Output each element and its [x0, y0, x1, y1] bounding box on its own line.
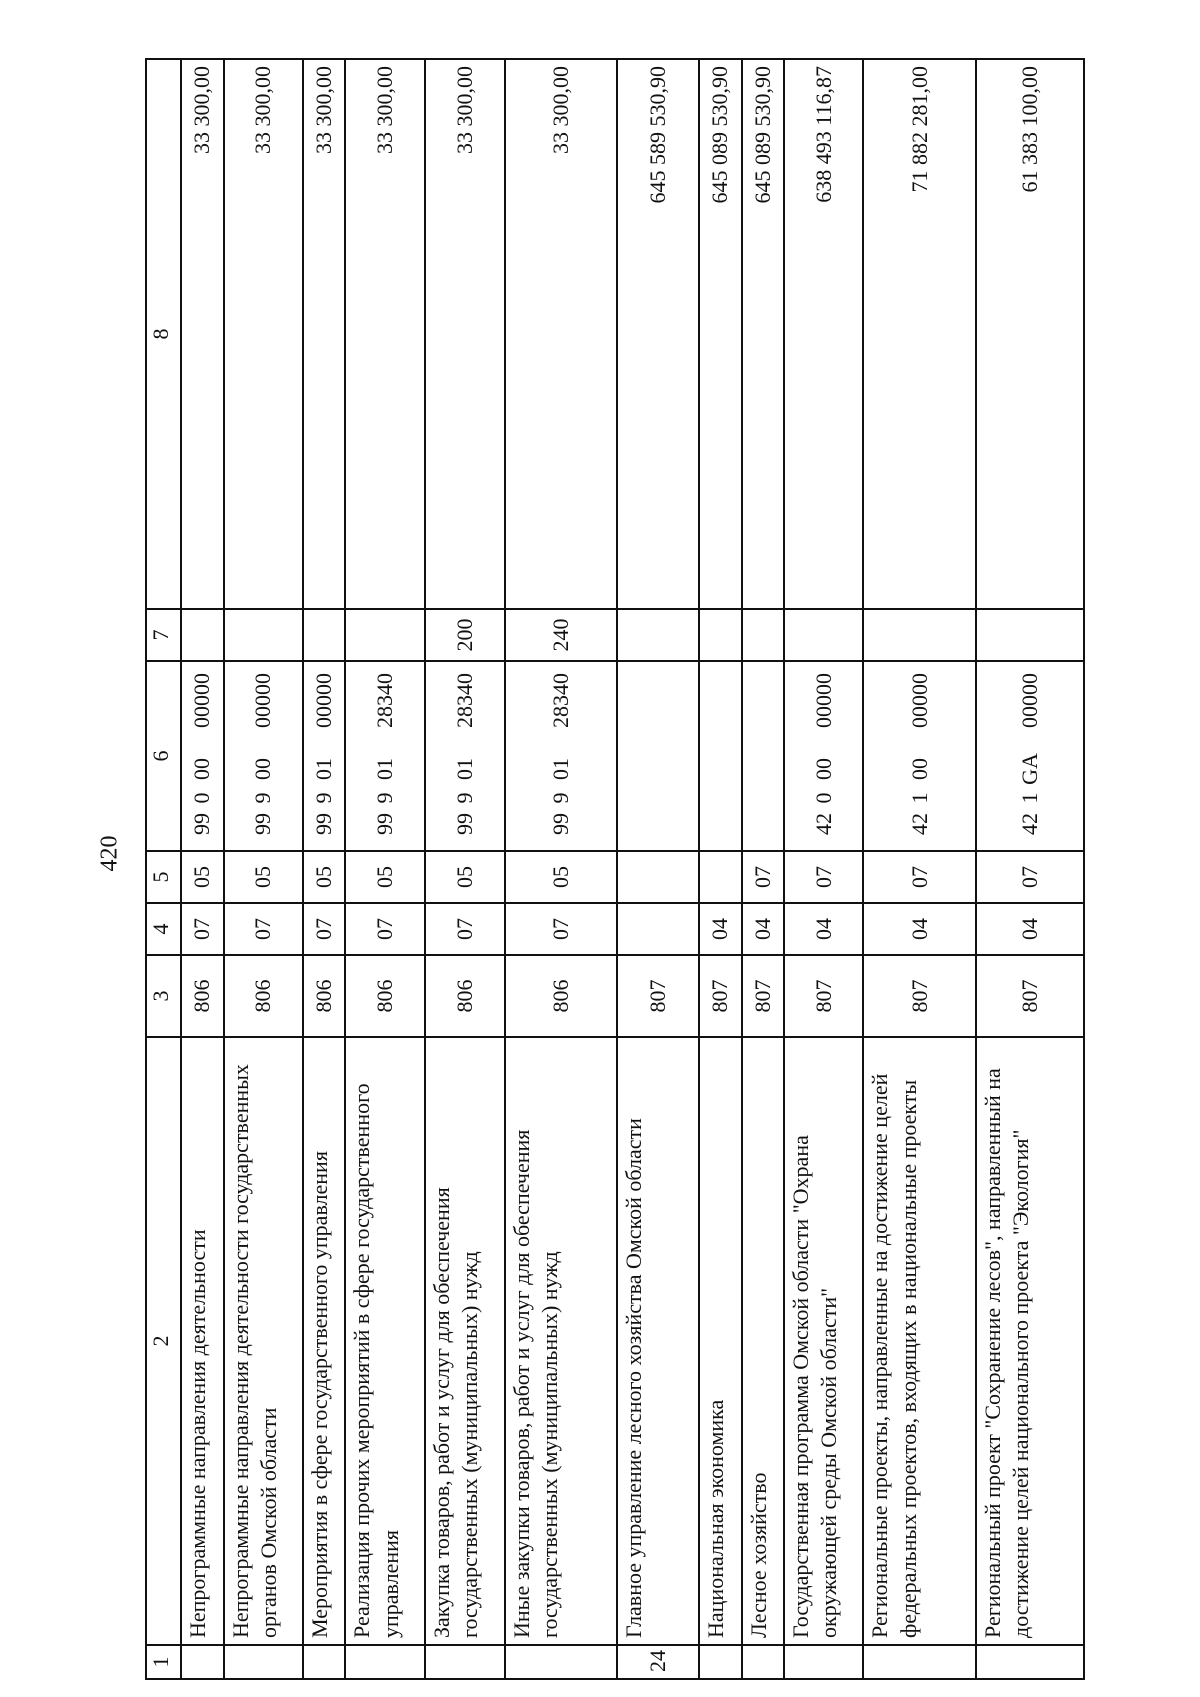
- target-article-part: 0: [189, 792, 215, 804]
- row-amount: 33 300,00: [505, 59, 618, 609]
- row-name: Главное управление лесного хозяйства Омской области: [617, 1037, 699, 1645]
- row-section: [617, 903, 699, 955]
- row-target-article: [784, 661, 864, 851]
- row-index: [699, 1645, 741, 1679]
- target-article-part: 28340: [451, 673, 477, 728]
- row-target-article: [224, 661, 304, 851]
- row-subsection: 05: [224, 851, 304, 903]
- row-subsection: [617, 851, 699, 903]
- row-expense-type: [303, 609, 345, 661]
- row-expense-type: [224, 609, 304, 661]
- row-index: [784, 1645, 864, 1679]
- header-cell-5: 5: [146, 851, 181, 903]
- header-cell-8: 8: [146, 59, 181, 609]
- row-subsection: 05: [505, 851, 618, 903]
- row-amount: 645 589 530,90: [617, 59, 699, 609]
- target-article-part: 28340: [372, 673, 398, 728]
- row-target-article: [425, 661, 505, 851]
- target-article-part: 00000: [311, 673, 337, 728]
- row-subsection: 07: [784, 851, 864, 903]
- target-article-part: 9: [250, 792, 276, 804]
- row-section: 07: [425, 903, 505, 955]
- row-subsection: 07: [863, 851, 976, 903]
- row-amount: 71 882 281,00: [863, 59, 976, 609]
- row-expense-type: [976, 609, 1084, 661]
- header-row: [146, 59, 181, 1679]
- row-index: [303, 1645, 345, 1679]
- row-index: [976, 1645, 1084, 1679]
- row-section: 04: [742, 903, 784, 955]
- row-section: 07: [345, 903, 425, 955]
- row-name: Непрограммные направления деятельности: [181, 1037, 223, 1645]
- target-article-part: 42: [810, 813, 836, 835]
- row-admin-code: 807: [784, 955, 864, 1037]
- row-expense-type: [863, 609, 976, 661]
- row-section: 07: [181, 903, 223, 955]
- header-cell-6: 6: [146, 661, 181, 851]
- target-article-part: 9: [451, 792, 477, 804]
- budget-table: [145, 58, 1085, 1680]
- row-name: Национальная экономика: [699, 1037, 741, 1645]
- row-section: 04: [784, 903, 864, 955]
- row-section: 04: [699, 903, 741, 955]
- header-cell-4: 4: [146, 903, 181, 955]
- target-article-part: 01: [372, 758, 398, 780]
- row-index: [425, 1645, 505, 1679]
- row-subsection: 07: [742, 851, 784, 903]
- target-article-part: 0: [810, 792, 836, 804]
- row-name: Региональные проекты, направленные на достижение целей федеральных проектов, входящих в национальные проекты: [863, 1037, 976, 1645]
- target-article-part: 99: [311, 813, 337, 835]
- row-admin-code: 806: [345, 955, 425, 1037]
- row-name: Государственная программа Омской области "Охрана окружающей среды Омской области": [784, 1037, 864, 1645]
- table-row: [617, 59, 699, 1679]
- target-article-part: 01: [311, 758, 337, 780]
- row-admin-code: 807: [976, 955, 1084, 1037]
- row-target-article: [742, 661, 784, 851]
- row-name: Мероприятия в сфере государственного управления: [303, 1037, 345, 1645]
- table-row: [863, 59, 976, 1679]
- target-article-part: GA: [1016, 753, 1042, 785]
- row-target-article: [863, 661, 976, 851]
- table-row: [181, 59, 223, 1679]
- row-expense-type: [181, 609, 223, 661]
- target-article-part: 00000: [1016, 673, 1042, 728]
- row-amount: 33 300,00: [425, 59, 505, 609]
- row-index: [505, 1645, 618, 1679]
- target-article-part: 9: [372, 792, 398, 804]
- target-article-part: 99: [250, 813, 276, 835]
- target-article-part: 00: [250, 758, 276, 780]
- row-subsection: 05: [181, 851, 223, 903]
- header-cell-7: 7: [146, 609, 181, 661]
- row-amount: 638 493 116,87: [784, 59, 864, 609]
- table-body: [146, 59, 1084, 1679]
- row-section: 07: [505, 903, 618, 955]
- row-admin-code: 807: [699, 955, 741, 1037]
- target-article-part: 00: [906, 758, 932, 780]
- table-row: [224, 59, 304, 1679]
- table-row: [345, 59, 425, 1679]
- row-admin-code: 806: [224, 955, 304, 1037]
- target-article-part: 00000: [906, 673, 932, 728]
- target-article-part: 99: [372, 813, 398, 835]
- target-article-part: 42: [906, 813, 932, 835]
- row-section: 04: [976, 903, 1084, 955]
- row-expense-type: 200: [425, 609, 505, 661]
- row-section: 04: [863, 903, 976, 955]
- row-target-article: [617, 661, 699, 851]
- row-subsection: 05: [303, 851, 345, 903]
- table-row: [505, 59, 618, 1679]
- target-article-part: 00000: [810, 673, 836, 728]
- row-admin-code: 806: [425, 955, 505, 1037]
- table-row: [425, 59, 505, 1679]
- row-target-article: [303, 661, 345, 851]
- row-index: [345, 1645, 425, 1679]
- row-expense-type: [345, 609, 425, 661]
- table-row: [303, 59, 345, 1679]
- row-amount: 645 089 530,90: [742, 59, 784, 609]
- row-name: Лесное хозяйство: [742, 1037, 784, 1645]
- target-article-part: 9: [548, 792, 574, 804]
- target-article-part: 1: [906, 792, 932, 804]
- row-amount: 33 300,00: [224, 59, 304, 609]
- row-subsection: [699, 851, 741, 903]
- row-name: Реализация прочих мероприятий в сфере государственного управления: [345, 1037, 425, 1645]
- row-subsection: 05: [345, 851, 425, 903]
- table-row: [784, 59, 864, 1679]
- row-amount: 645 089 530,90: [699, 59, 741, 609]
- target-article-part: 00000: [250, 673, 276, 728]
- row-subsection: 07: [976, 851, 1084, 903]
- target-article-part: 99: [548, 813, 574, 835]
- table-row: [976, 59, 1084, 1679]
- target-article-part: 99: [189, 813, 215, 835]
- row-name: Региональный проект "Сохранение лесов", направленный на достижение целей национального проекта "Экология": [976, 1037, 1084, 1645]
- row-target-article: [699, 661, 741, 851]
- target-article-part: 99: [451, 813, 477, 835]
- target-article-part: 1: [1016, 792, 1042, 804]
- row-section: 07: [224, 903, 304, 955]
- target-article-part: 00: [810, 758, 836, 780]
- row-target-article: [181, 661, 223, 851]
- target-article-part: 00000: [189, 673, 215, 728]
- row-index: 24: [617, 1645, 699, 1679]
- target-article-part: 01: [548, 758, 574, 780]
- row-admin-code: 806: [181, 955, 223, 1037]
- row-index: [224, 1645, 304, 1679]
- row-name: Непрограммные направления деятельности государственных органов Омской области: [224, 1037, 304, 1645]
- target-article-part: 9: [311, 792, 337, 804]
- row-admin-code: 806: [303, 955, 345, 1037]
- row-amount: 33 300,00: [345, 59, 425, 609]
- row-index: [181, 1645, 223, 1679]
- rotated-table-wrapper: [145, 60, 1085, 1680]
- row-subsection: 05: [425, 851, 505, 903]
- row-expense-type: 240: [505, 609, 618, 661]
- row-admin-code: 807: [617, 955, 699, 1037]
- target-article-part: 28340: [548, 673, 574, 728]
- row-target-article: [345, 661, 425, 851]
- header-cell-3: 3: [146, 955, 181, 1037]
- row-admin-code: 807: [742, 955, 784, 1037]
- target-article-part: 00: [189, 758, 215, 780]
- table-row: [742, 59, 784, 1679]
- row-index: [863, 1645, 976, 1679]
- row-admin-code: 806: [505, 955, 618, 1037]
- row-amount: 33 300,00: [181, 59, 223, 609]
- row-index: [742, 1645, 784, 1679]
- row-target-article: [505, 661, 618, 851]
- header-cell-2: 2: [146, 1037, 181, 1645]
- target-article-part: 01: [451, 758, 477, 780]
- row-expense-type: [699, 609, 741, 661]
- row-admin-code: 807: [863, 955, 976, 1037]
- row-target-article: [976, 661, 1084, 851]
- page-number: 420: [96, 835, 123, 872]
- row-amount: 33 300,00: [303, 59, 345, 609]
- row-expense-type: [617, 609, 699, 661]
- table-row: [699, 59, 741, 1679]
- row-expense-type: [784, 609, 864, 661]
- target-article-part: 42: [1016, 813, 1042, 835]
- header-cell-1: 1: [146, 1645, 181, 1679]
- row-expense-type: [742, 609, 784, 661]
- row-name: Иные закупки товаров, работ и услуг для обеспечения государственных (муниципальных) нужд: [505, 1037, 618, 1645]
- row-amount: 61 383 100,00: [976, 59, 1084, 609]
- row-name: Закупка товаров, работ и услуг для обеспечения государственных (муниципальных) нужд: [425, 1037, 505, 1645]
- row-section: 07: [303, 903, 345, 955]
